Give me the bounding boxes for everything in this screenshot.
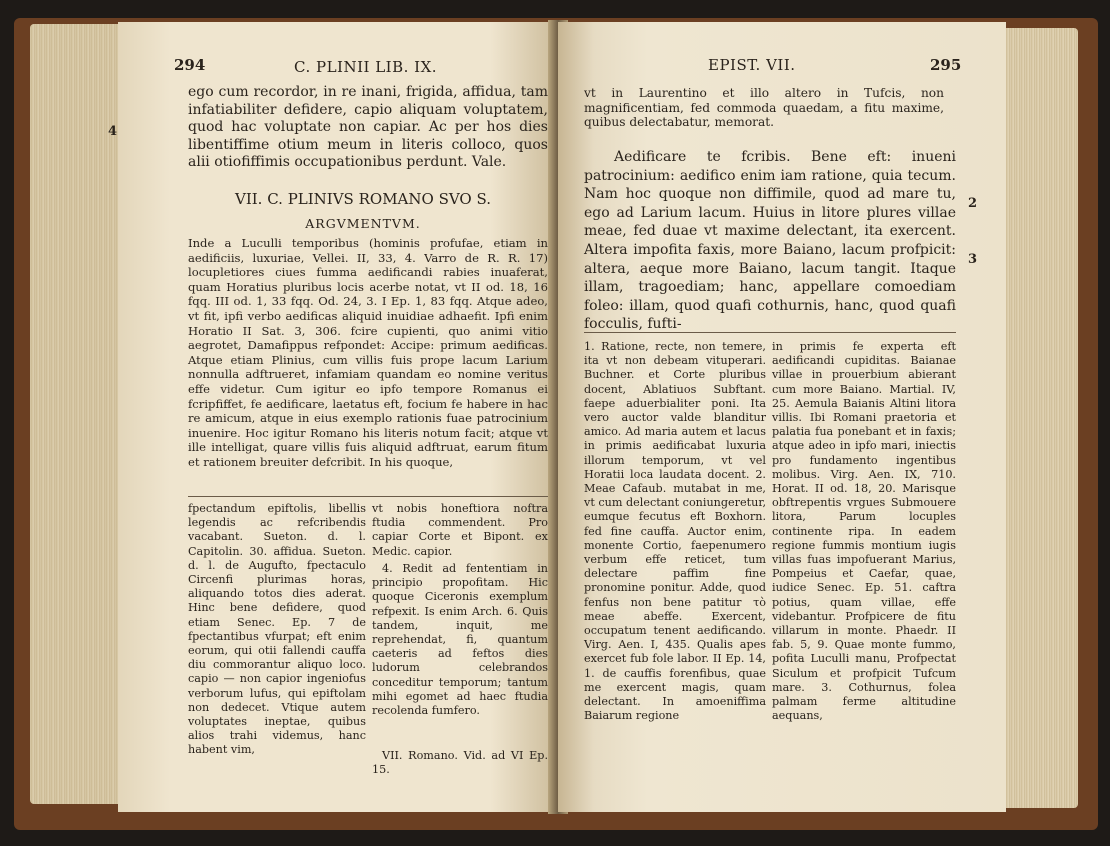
- margin-number-4: 4: [108, 124, 118, 139]
- right-notes-column-1: 1. Ratione, recte, non temere, ita vt non debeam vituperari. Buchner. et Corte pluribus docent, Ablatiuos Subftant. faepe aduerbialiter poni. Ita vero auctor valde blanditur amico. Ad maria autem et lacus in primis aedificabat luxuria illorum temporum, vt vel Horatii loca laudata docent. 2. Meae Cafaub. mutabat in me, vt cum delectant coniungeretur, eumque fecutus eft Boxhorn. fed fine cauffa. Auctor enim, monente Cortio, faepenumero verbum effe reticet, tum delectare paffim fine pronomine ponitur. Adde, quod fenfus non bene patitur τὸ meae abeffe. Exercent, occupatum tenent aedificando. Virg. Aen. I, 435. Qualis apes exercet fub fole labor. II Ep. 14, 1. de cauffis forenfibus, quae me exercent magis, quam delectant. In amoeniffima Baiarum regione: [584, 340, 766, 723]
- right-intro-text: vt in Laurentino et illo altero in Tufcis, non magnificentiam, fed commoda quaedam, a fitu maxime, quibus delectabatur, memorat.: [584, 86, 944, 130]
- margin-number-3: 3: [968, 252, 978, 267]
- notes-column-1: fpectandum epiftolis, libellis legendis ac refcribendis vacabant. Sueton. d. l. Capitolin. 30. affidua. Sueton. d. l. de Augufto, fpectaculo Circenfi plurimas horas, aliquando totos dies aderat. Hinc bene defidere, quod etiam Senec. Ep. 7 de fpectantibus vfurpat; eft enim eorum, qui otii fallendi cauffa diu commorantur aliquo loco. capio — non capior ingeniofus verborum lufus, qui epiftolam non dedecet. Vtique autem voluptates ineptae, quibus alios trahi videmus, hanc habent vim,: [188, 502, 366, 757]
- notes-column-2b: 4. Redit ad fententiam in principio propofitam. Hic quoque Ciceronis exemplum refpexit. Is enim Arch. 6. Quis tandem, inquit, me reprehendat, fi, quantum caeteris ad feftos dies ludorum celebrandos conceditur temporum; tantum mihi egomet ad haec ftudia recolenda fumfero.: [372, 562, 548, 718]
- argument-heading: ARGVMENTVM.: [305, 216, 421, 231]
- left-page-edges: [30, 24, 122, 804]
- left-page-number: 294: [174, 56, 206, 74]
- left-running-head: C. PLINII LIB. IX.: [294, 58, 438, 76]
- right-page-edges: [1000, 28, 1078, 808]
- left-page: [118, 22, 556, 812]
- right-main-text: Aedificare te fcribis. Bene eft: inueni patrocinium: aedifico enim iam ratione, quia tecum. Nam hoc quoque non diffimile, quod ad mare tu, ego ad Larium lacum. Huius in litore plures villae meae, fed duae vt maxime delectant, ita exercent. Altera impofita faxis, more Baiano, lacum profpicit: altera, aeque more Baiano, lacum tangit. Itaque illam, tragoediam; hanc, appellare comoediam foleo: illam, quod quafi cothurnis, hanc, quod quafi focculis, fufti-: [584, 149, 956, 333]
- right-page-number: 295: [930, 56, 962, 74]
- right-page: [558, 22, 1006, 812]
- margin-number-2: 2: [968, 196, 978, 211]
- letter-title: VII. C. PLINIVS ROMANO SVO S.: [235, 190, 491, 208]
- argument-text: Inde a Luculli temporibus (hominis profufae, etiam in aedificiis, luxuriae, Vellei. II, 33, 4. Varro de R. R. 17) locupletiores ciues fumma aedificandi rabies inuaferat, quam Horatius pluribus locis acerbe notat, vt II od. 18, 16 fqq. III od. 1, 33 fqq. Od. 24, 3. I Ep. 1, 83 fqq. Atque adeo, vt fit, ipfi verbo aedificas aliquid inuidiae adhaefit. Ipfi enim Horatio II Sat. 3, 306. fcire cupienti, quo animi vitio aegrotet, Damafippus refpondet: Accipe: primum aedificas. Atque etiam Plinius, cum villis fuis prope lacum Larium nonnulla adftrueret, infamiam quandam eo nomine veritus effe videtur. Cum igitur eo ipfo tempore Romanus ei fcripfiffet, fe aedificare, laetatus eft, focium fe habere in hac re amicum, atque in eius exemplo rationis fuae patrocinium inuenire. Hoc igitur Romano his literis notum facit; atque vt ille intelligat, quare villis fuis aliquid adftruat, earum fitum et rationem breuiter defcribit. In his quoque,: [188, 236, 548, 469]
- notes-column-2a: vt nobis honeftiora noftra ftudia commendent. Pro capiar Corte et Bipont. ex Medic. capior.: [372, 502, 548, 558]
- letter-ending-text: ego cum recordor, in re inani, frigida, affidua, tam infatiabiliter defidere, capio aliquam voluptatem, quod hac voluptate non capiar. Ac per hos dies libentiffime otium meum in literis colloco, quos alii otiofiffimis occupationibus perdunt. Vale.: [188, 84, 548, 171]
- right-running-head: EPIST. VII.: [708, 56, 796, 74]
- footnote-rule: [188, 496, 548, 497]
- right-footnote-rule: [584, 332, 956, 333]
- right-notes-column-2: in primis fe experta eft aedificandi cupiditas. Baianae villae in prouerbium abierant cum more Baiano. Martial. IV, 25. Aemula Baianis Altini litora villis. Ibi Romani praetoria et palatia fua ponebant et in faxis; atque adeo in ipfo mari, iniectis pro fundamento ingentibus molibus. Virg. Aen. IX, 710. Horat. II od. 18, 20. Marisque obftrepentis vrgues Submouere litora, Parum locuples continente ripa. In eadem regione fummis montium iugis villas fuas impofuerant Marius, Pompeius et Caefar, quae, iudice Senec. Ep. 51. caftra potius, quam villae, effe videbantur. Profpicere de fitu villarum in monte. Phaedr. II fab. 5, 9. Quae monte fummo, pofita Luculli manu, Profpectat Siculum et profpicit Tufcum mare. 3. Cothurnus, folea palmam ferme altitudine aequans,: [772, 340, 956, 723]
- notes-column-2c: VII. Romano. Vid. ad VI Ep. 15.: [372, 749, 548, 777]
